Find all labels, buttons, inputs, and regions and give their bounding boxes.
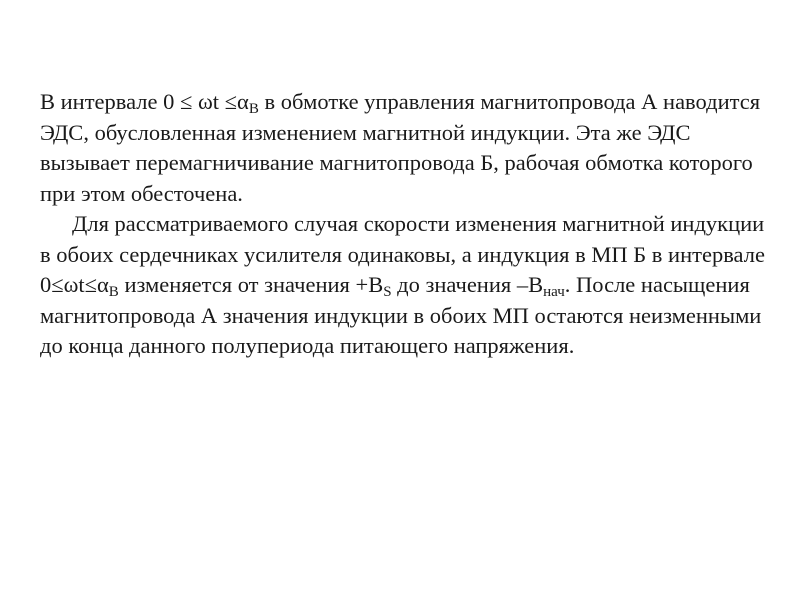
paragraph-2-text-4: . После насыщения магнитопровода А значения индукции в обоих МП остаются неизменными до конца данного полупериода питающего напряжения.	[40, 272, 762, 358]
subscript-nach: нач	[543, 284, 565, 300]
paragraph-1-text-2: в обмотке управления магнитопровода А наводится ЭДС, обусловленная изменением магнитной индукции. Эта же ЭДС вызывает перемагничивание магнитопровода Б, рабочая обмотка которого при этом обесточена.	[40, 89, 761, 206]
paragraph-2-text-2: изменяется от значения +B	[118, 272, 384, 297]
paragraph-1-text-1: В интервале 0 ≤ ωt ≤α	[40, 89, 249, 114]
paragraph-2-text-3: до значения –B	[391, 272, 544, 297]
subscript-b: B	[108, 284, 119, 300]
subscript-b: B	[248, 101, 259, 117]
subscript-s: S	[383, 284, 392, 300]
paragraph-2-text-1: Для рассматриваемого случая скорости изменения магнитной индукции в обоих сердечниках усилителя одинаковы, а индукция в МП Б в интервале 0≤ωt≤α	[40, 211, 765, 297]
paragraph-1	[40, 87, 780, 209]
text-block	[40, 87, 780, 362]
paragraph-2	[40, 209, 780, 362]
